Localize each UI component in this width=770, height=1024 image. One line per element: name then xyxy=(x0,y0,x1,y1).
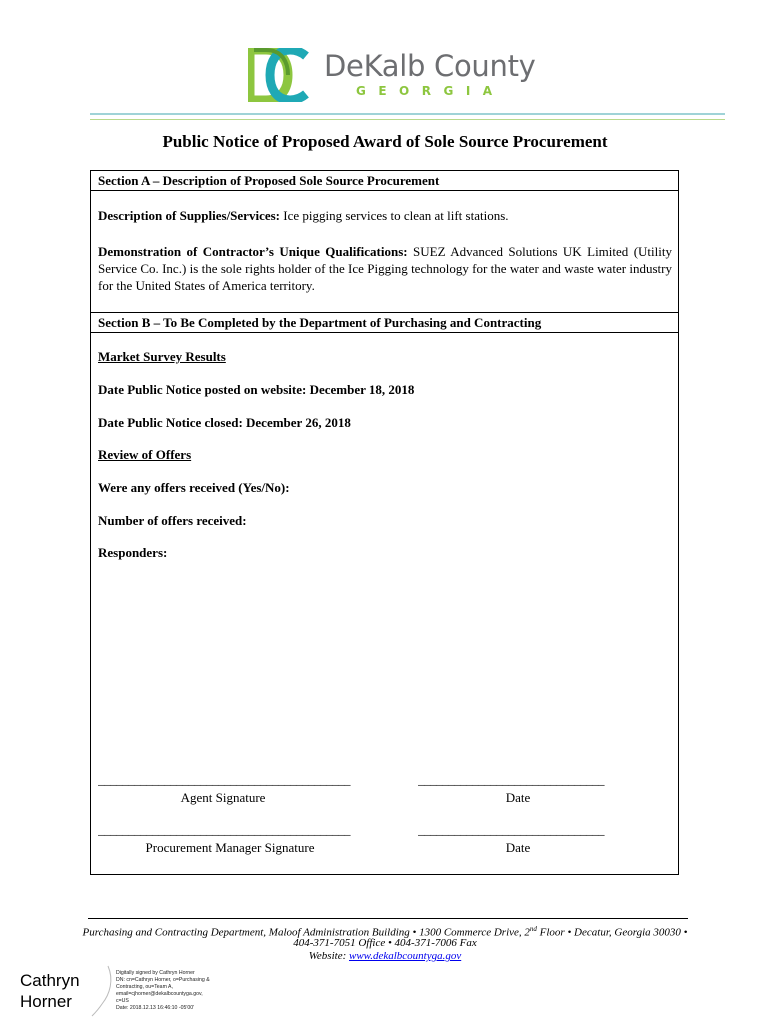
offers-received-field: Were any offers received (Yes/No): xyxy=(98,480,290,495)
supplies-label: Description of Supplies/Services: xyxy=(98,208,280,223)
footer-address-part2: Floor • Decatur, Georgia 30030 • xyxy=(536,926,688,939)
responders-field: Responders: xyxy=(98,545,168,560)
notice-form-box xyxy=(90,170,679,875)
footer-website-label: Website: xyxy=(308,950,349,962)
signer-last-name: Horner xyxy=(20,992,72,1011)
dc-logo-mark-icon xyxy=(248,48,310,102)
qualifications-description xyxy=(98,243,672,294)
review-of-offers-heading: Review of Offers xyxy=(98,447,192,462)
section-a-heading: Section A – Description of Proposed Sole Source Procurement xyxy=(91,171,678,191)
dekalb-county-logo xyxy=(248,48,538,104)
supplies-description xyxy=(98,207,672,224)
manager-date-line: _______________________________ xyxy=(418,822,604,837)
signature-mark-icon xyxy=(88,962,118,1018)
footer-phone: 404-371-7051 Office • 404-371-7006 Fax xyxy=(293,937,477,949)
header-rule-green xyxy=(90,119,725,120)
agent-date-label: Date xyxy=(505,790,531,805)
manager-date-label: Date xyxy=(505,840,531,855)
footer-rule xyxy=(88,918,688,919)
page-title: Public Notice of Proposed Award of Sole Source Procurement xyxy=(162,132,608,151)
sig-detail-line: DN: cn=Cathryn Horner, o=Purchasing & xyxy=(116,977,210,983)
date-closed: Date Public Notice closed: December 26, 2018 xyxy=(98,415,351,430)
sig-detail-line: email=cjhorner@dekalbcountyga.gov, xyxy=(116,991,203,997)
sig-detail-line: c=US xyxy=(116,998,129,1004)
number-of-offers-field: Number of offers received: xyxy=(98,513,247,528)
manager-signature-line: __________________________________________ xyxy=(98,822,350,837)
market-survey-heading: Market Survey Results xyxy=(98,349,226,364)
qualifications-value: SUEZ Advanced Solutions UK Limited (Utility Service Co. Inc.) is the sole rights holder of the Ice Pigging technology for the water and waste water industry for the United States of America territory. xyxy=(98,244,672,293)
sig-detail-line: Digitally signed by Cathryn Horner xyxy=(116,970,195,976)
logo-name: DeKalb County xyxy=(324,49,536,83)
agent-date-line: _______________________________ xyxy=(418,772,604,787)
supplies-value: Ice pigging services to clean at lift stations. xyxy=(280,208,509,223)
logo-subtitle: GEORGIA xyxy=(356,84,505,98)
section-b-heading: Section B – To Be Completed by the Department of Purchasing and Contracting xyxy=(91,312,678,333)
footer-website xyxy=(80,949,690,963)
website-link[interactable]: www.dekalbcountyga.gov xyxy=(349,950,462,962)
signer-first-name: Cathryn xyxy=(20,971,80,990)
agent-signature-line: __________________________________________ xyxy=(98,772,350,787)
header-rule-teal xyxy=(90,113,725,115)
sig-detail-line: Contracting, ou=Team A, xyxy=(116,984,173,990)
date-posted: Date Public Notice posted on website: December 18, 2018 xyxy=(98,382,415,397)
digital-signature-details xyxy=(116,970,226,1012)
agent-signature-label: Agent Signature xyxy=(180,790,266,805)
manager-signature-label: Procurement Manager Signature xyxy=(145,840,315,855)
footer-address-part1: Purchasing and Contracting Department, Maloof Administration Building • 1300 Commerce Drive, 2 xyxy=(82,926,530,939)
digital-signer-name xyxy=(20,970,80,1012)
footer-address-sup: nd xyxy=(529,925,537,933)
sig-detail-line: Date: 2018.12.13 16:46:10 -05'00' xyxy=(116,1005,195,1011)
qualifications-label: Demonstration of Contractor’s Unique Qualifications: xyxy=(98,244,408,259)
